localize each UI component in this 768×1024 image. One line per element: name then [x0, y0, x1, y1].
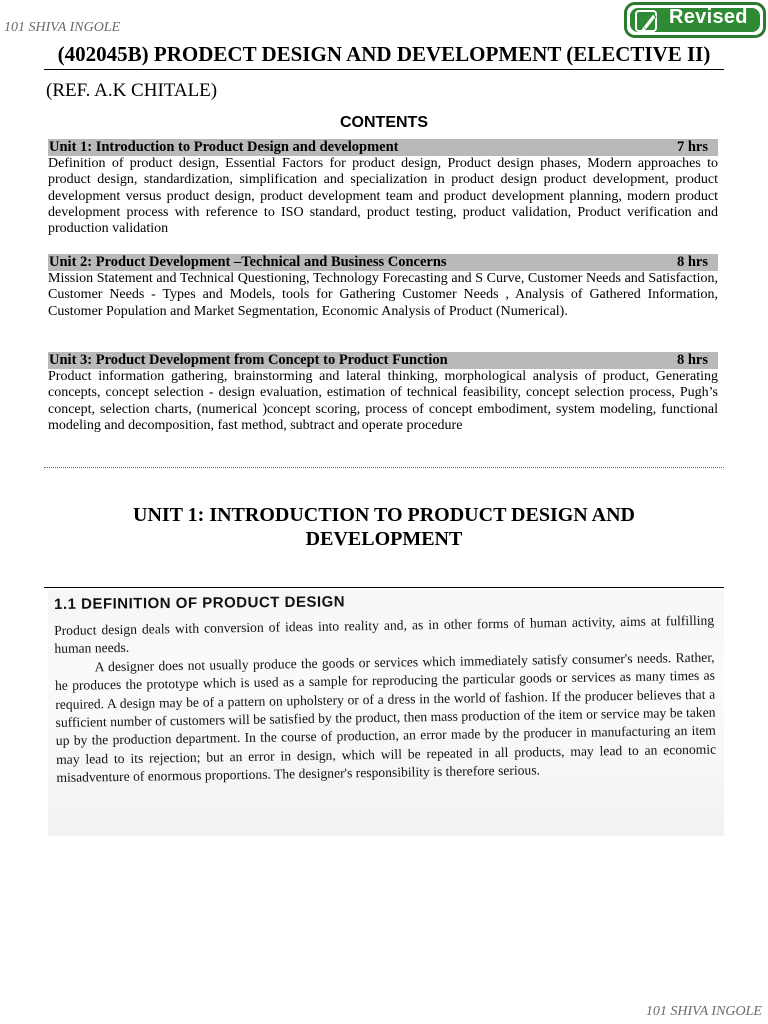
unit-1-hours: 7 hrs	[676, 139, 708, 155]
section-body	[54, 612, 717, 788]
unit-2-header	[48, 254, 718, 271]
section-paragraph-2: A designer does not usually produce the goods or services which immediately satisfy consumer's needs. Rather, he produces the prototype which is used as a sample for reproducing the particular goods or services as many times as required. A design may be of a pattern on upholstery or of a dress in the world of fashion. If the producer believes that a sufficient number of customers will be satisfied by the product, then mass production of the item or service may be taken up by the production department. In the course of production, an error made by the producer in manufacturing an item may lead to its rejection; but an error in design, which will be repeated in all products, may lead to an economic misadventure of enormous proportions. The designer's responsibility is therefore serious.	[54, 649, 717, 786]
unit-2-title: Unit 2: Product Development –Technical and Business Concerns	[49, 254, 447, 270]
title-divider	[44, 69, 724, 70]
unit-1-title: Unit 1: Introduction to Product Design and development	[49, 139, 399, 155]
unit-1-header	[48, 139, 718, 156]
unit-2-description: Mission Statement and Technical Questioning, Technology Forecasting and S Curve, Customer Needs and Satisfaction, Customer Needs - Types and Models, tools for Gathering Customer Needs , Analysis of Gathered Information, Customer Population and Market Segmentation, Economic Analysis of Product (Numerical).	[48, 271, 718, 319]
unit-1-description: Definition of product design, Essential Factors for product design, Product design phases, Modern approaches to product design, standardization, simplification and specialization in product design product development, product development versus product design, product development team and product development planning, modern product development process with reference to ISO standard, product testing, product validation, Product verification and production validation	[48, 156, 718, 237]
unit-3-block	[48, 352, 718, 434]
chapter-title-line-1: UNIT 1: INTRODUCTION TO PRODUCT DESIGN AND	[133, 504, 635, 526]
unit-3-description: Product information gathering, brainstorming and lateral thinking, morphological analysis of product, Generating concepts, concept selection - design evaluation, estimation of technical feasibility, concept selection process, Pugh’s concept, selection charts, (numerical )concept scoring, process of concept embodiment, system modeling, functional modeling and decomposition, fast method, subtract and operate procedure	[48, 369, 718, 433]
contents-heading: CONTENTS	[340, 114, 428, 131]
section-paragraph-1: Product design deals with conversion of ideas into reality and, as in other forms of human activity, aims at fulfilling human needs.	[54, 612, 715, 657]
header-author: 101 SHIVA INGOLE	[4, 20, 121, 35]
unit-2-hours: 8 hrs	[676, 254, 708, 270]
badge-label: Revised	[669, 6, 748, 28]
unit-1-block	[48, 139, 718, 237]
chapter-title	[100, 503, 668, 551]
unit-3-hours: 8 hrs	[676, 352, 708, 368]
reference-line: (REF. A.K CHITALE)	[46, 80, 218, 101]
chapter-title-line-2: DEVELOPMENT	[305, 528, 463, 550]
pen-icon	[633, 8, 661, 34]
revised-badge	[624, 2, 766, 38]
footer-author: 101 SHIVA INGOLE	[645, 1004, 762, 1019]
document-title: (402045B) PRODECT DESIGN AND DEVELOPMENT (ELECTIVE II)	[57, 42, 711, 66]
section-heading: 1.1 DEFINITION OF PRODUCT DESIGN	[54, 593, 346, 613]
contents-divider	[44, 467, 724, 468]
unit-3-header	[48, 352, 718, 369]
chapter-divider	[44, 587, 724, 588]
unit-2-block	[48, 254, 718, 320]
unit-3-title: Unit 3: Product Development from Concept to Product Function	[49, 352, 448, 368]
